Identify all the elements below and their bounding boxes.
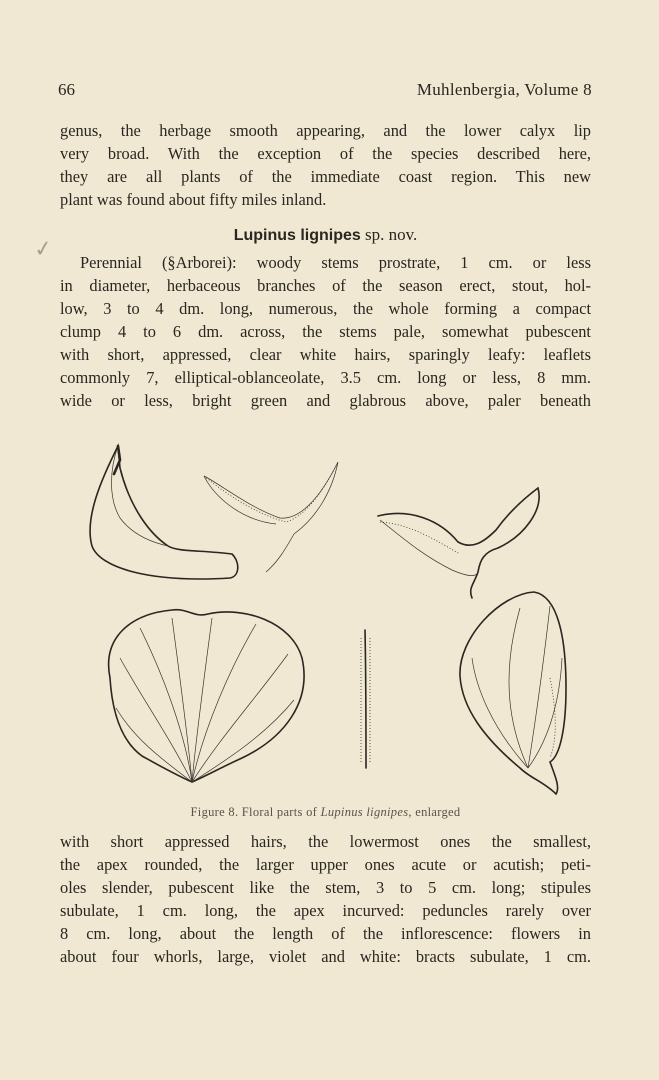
caption-prefix: Figure 8. Floral parts of [190,805,318,819]
description-continued [60,830,591,968]
text-line: low, 3 to 4 dm. long, numerous, the whole forming a compact [60,299,591,318]
figure-caption [60,805,591,820]
style-drawing [361,630,370,768]
text-line: 8 cm. long, about the length of the inflorescence: flowers in [60,924,591,943]
floral-parts-illustration [80,438,580,798]
text-line: clump 4 to 6 dm. across, the stems pale, somewhat pubescent [60,322,591,341]
text-line: oles slender, pubescent like the stem, 3 to 5 cm. long; stipules [60,878,591,897]
text-line: with short appressed hairs, the lowermost ones the smallest, [60,832,591,851]
text-line: they are all plants of the immediate coast region. This new [60,167,591,186]
species-status: sp. nov. [365,225,418,244]
banner-side-drawing [378,488,539,598]
caption-species: Lupinus lignipes [320,805,409,819]
species-heading [60,224,591,247]
figure-floral-parts [80,438,580,798]
text-line: wide or less, bright green and glabrous above, paler beneath [60,391,591,410]
text-line: the apex rounded, the larger upper ones acute or acutish; peti- [60,855,591,874]
text-line: plant was found about fifty miles inland. [60,190,327,209]
journal-title: Muhlenbergia, Volume 8 [416,80,592,99]
text-line: subulate, 1 cm. long, the apex incurved: peduncles rarely over [60,901,591,920]
species-description [60,251,591,412]
pencil-check-mark: ✓ [32,234,55,263]
text-line: very broad. With the exception of the species described here, [60,144,591,163]
banner-vein-lines [116,618,294,782]
banner-face-drawing [109,610,304,782]
keel-petal-drawing [460,592,566,794]
paragraph-top [60,119,591,211]
text-line: Perennial (§Arborei): woody stems prostrate, 1 cm. or less [80,253,591,272]
text-line: commonly 7, elliptical-oblanceolate, 3.5 cm. long or less, 8 mm. [60,368,591,387]
caption-suffix: , enlarged [408,805,461,819]
text-line: with short, appressed, clear white hairs, sparingly leafy: leaflets [60,345,591,364]
wing-petal-drawing [204,462,338,572]
keel-drawing [90,446,238,579]
page-number: 66 [58,80,75,99]
keel-vein-lines [472,606,562,768]
text-line: in diameter, herbaceous branches of the season erect, stout, hol- [60,276,591,295]
species-binomial: Lupinus lignipes [233,227,361,244]
text-line: about four whorls, large, violet and white: bracts subulate, 1 cm. [60,947,591,966]
text-line: genus, the herbage smooth appearing, and the lower calyx lip [60,121,591,140]
